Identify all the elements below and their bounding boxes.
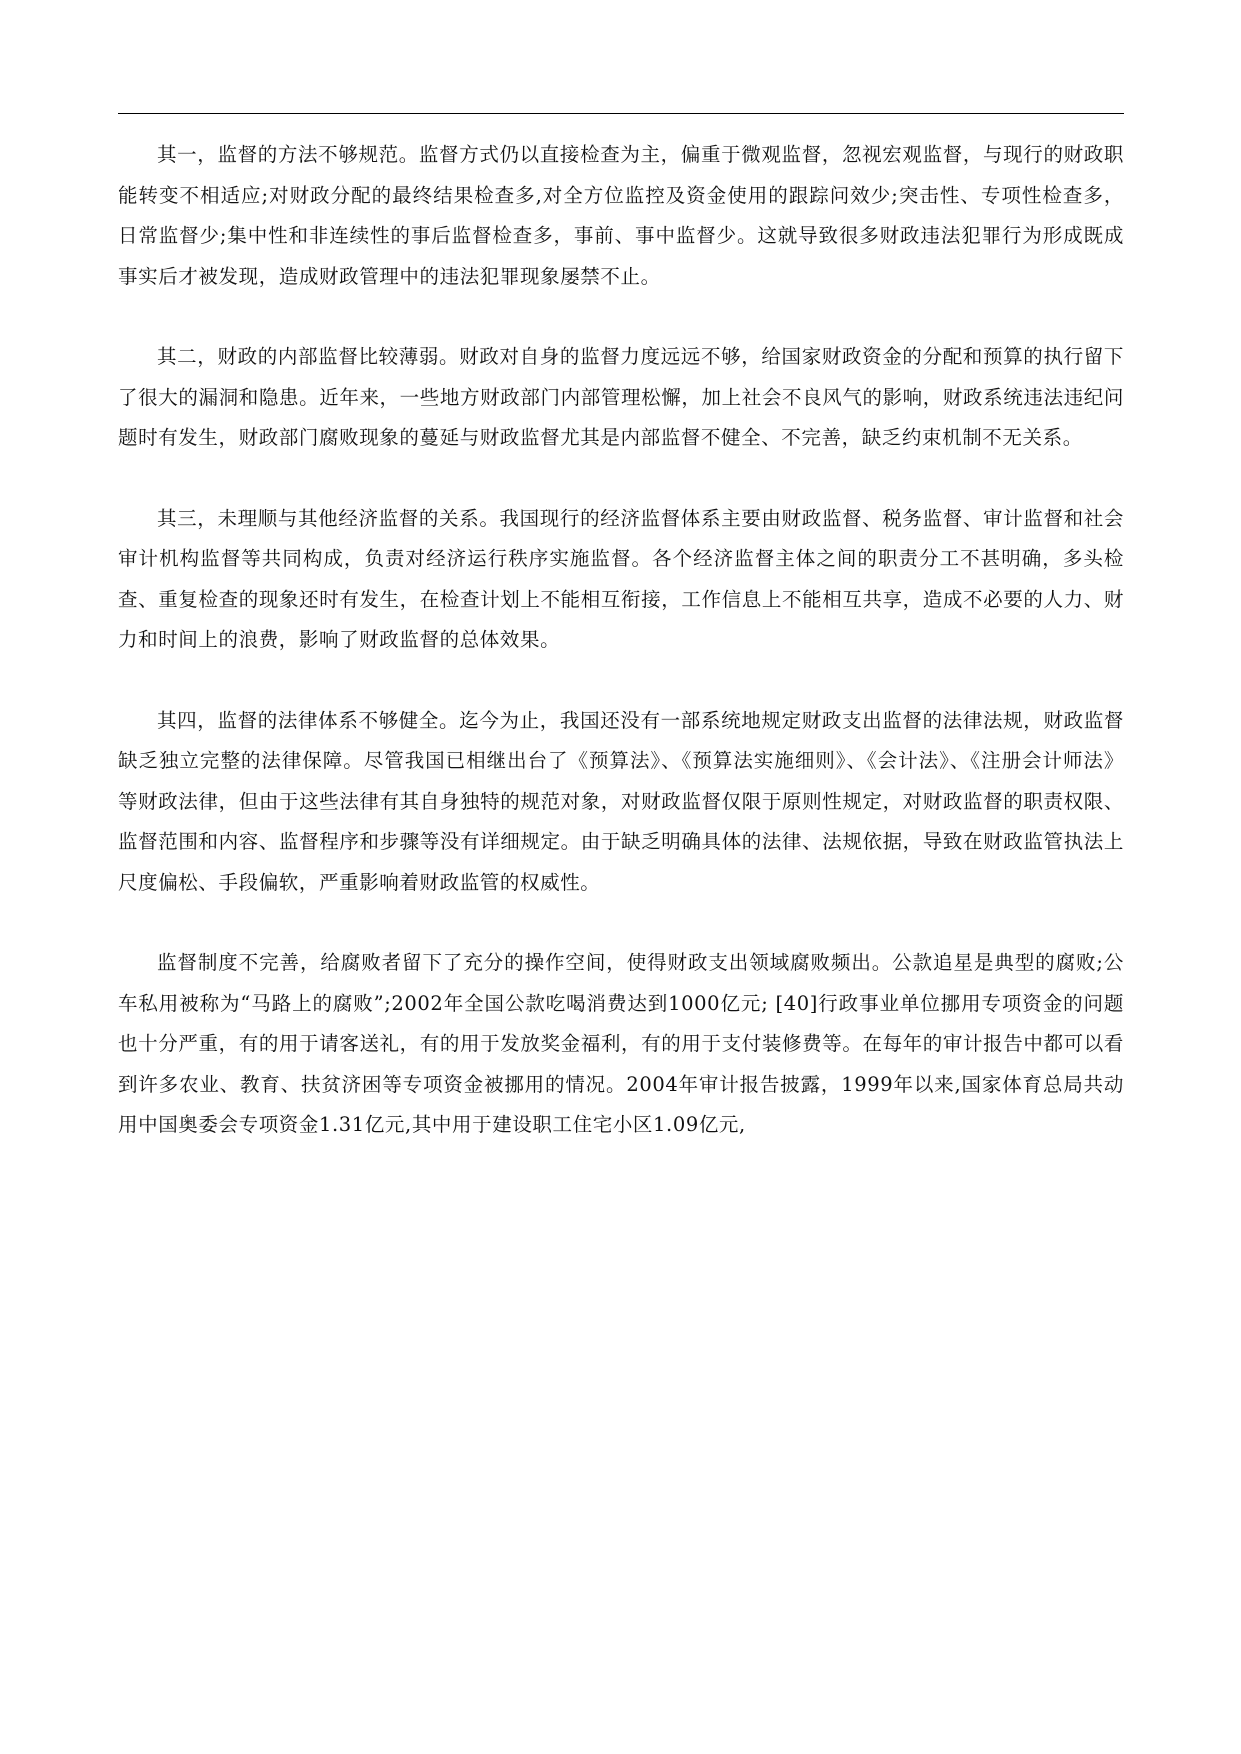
paragraph-2: 其二，财政的内部监督比较薄弱。财政对自身的监督力度远远不够，给国家财政资金的分配和预算的执行留下了很大的漏洞和隐患。近年来，一些地方财政部门内部管理松懈，加上社会不良风气的影响，财政系统违法违纪问题时有发生，财政部门腐败现象的蔓延与财政监督尤其是内部监督不健全、不完善，缺乏约束机制不无关系。 (118, 345, 1124, 449)
paragraph-1: 其一，监督的方法不够规范。监督方式仍以直接检查为主，偏重于微观监督，忽视宏观监督，与现行的财政职能转变不相适应;对财政分配的最终结果检查多,对全方位监控及资金使用的跟踪问效少;突击性、专项性检查多，日常监督少;集中性和非连续性的事后监督检查多，事前、事中监督少。这就导致很多财政违法犯罪行为形成既成事实后才被发现，造成财政管理中的违法犯罪现象屡禁不止。 (118, 143, 1124, 288)
document-body (118, 135, 1124, 1186)
paragraph-5: 监督制度不完善，给腐败者留下了充分的操作空间，使得财政支出领域腐败频出。公款追星是典型的腐败;公车私用被称为“马路上的腐败”;2002年全国公款吃喝消费达到1000亿元; [40]行政事业单位挪用专项资金的问题也十分严重，有的用于请客送礼，有的用于发放奖金福利，有的用于支付装修费等。在每年的审计报告中都可以看到许多农业、教育、扶贫济困等专项资金被挪用的情况。2004年审计报告披露，1999年以来,国家体育总局共动用中国奥委会专项资金1.31亿元,其中用于建设职工住宅小区1.09亿元, (118, 951, 1124, 1136)
header-rule (118, 113, 1124, 114)
paragraph-4: 其四，监督的法律体系不够健全。迄今为止，我国还没有一部系统地规定财政支出监督的法律法规，财政监督缺乏独立完整的法律保障。尽管我国已相继出台了《预算法》、《预算法实施细则》、《会计法》、《注册会计师法》等财政法律，但由于这些法律有其自身独特的规范对象，对财政监督仅限于原则性规定，对财政监督的职责权限、监督范围和内容、监督程序和步骤等没有详细规定。由于缺乏明确具体的法律、法规依据，导致在财政监管执法上尺度偏松、手段偏软，严重影响着财政监管的权威性。 (118, 708, 1124, 894)
paragraph-3: 其三，未理顺与其他经济监督的关系。我国现行的经济监督体系主要由财政监督、税务监督、审计监督和社会审计机构监督等共同构成，负责对经济运行秩序实施监督。各个经济监督主体之间的职责分工不甚明确，多头检查、重复检查的现象还时有发生，在检查计划上不能相互衔接，工作信息上不能相互共享，造成不必要的人力、财力和时间上的浪费，影响了财政监督的总体效果。 (118, 506, 1124, 651)
